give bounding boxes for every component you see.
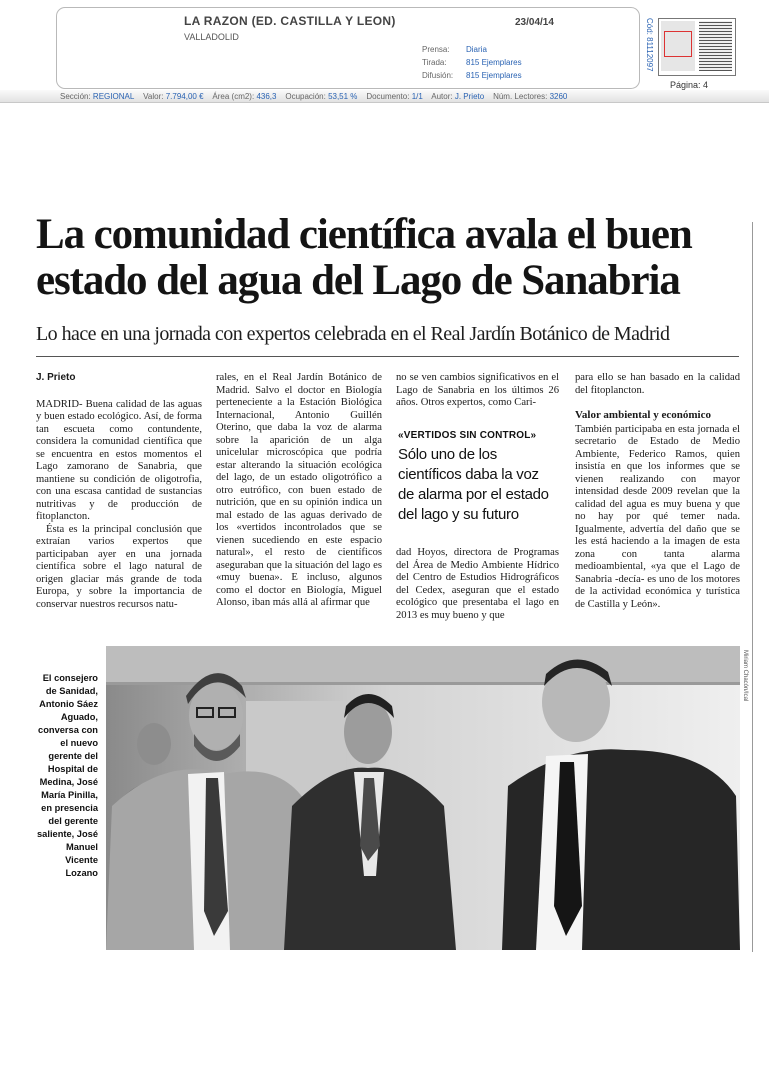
- photo-caption: El consejero de Sanidad, Antonio Sáez Aguado, conversa con el nuevo gerente del Hospital de Medina, José María Pinilla, en presencia del gerente saliente, José Manuel Vicente Lozano: [37, 673, 98, 878]
- col1-paragraph-2: Ésta es la principal conclusión que extraían varios expertos que participaban ayer en una jornada científica sobre el lago natural de origen glaciar más grande de toda Europa, y sobre la importancia de conservar nuestros recursos natu-: [36, 523, 202, 610]
- seccion-value: REGIONAL: [92, 92, 135, 101]
- publication-city: VALLADOLID: [184, 32, 239, 42]
- valor-value: 7.794,00 €: [165, 92, 204, 101]
- section-bar-text: [60, 92, 567, 101]
- pull-quote-heading: «VERTIDOS SIN CONTROL»: [398, 430, 537, 441]
- article-author: J. Prieto: [36, 372, 76, 383]
- thumbnail-right-page: [699, 21, 732, 71]
- thumbnail-left-page: [661, 21, 695, 71]
- col3-paragraph-top: no se ven cambios significativos en el Lago de Sanabria en los últimos 26 años. Otros expertos, como Cari-: [396, 372, 559, 408]
- col4-paragraph-1: para ello se han basado en la calidad del fitoplancton.: [575, 372, 740, 396]
- valor-label: Valor:: [143, 92, 164, 101]
- prensa-label: Prensa:: [422, 45, 450, 54]
- seccion-label: Sección:: [60, 92, 91, 101]
- article-photo: [106, 646, 740, 950]
- article-headline: [36, 212, 751, 304]
- clipping-code: Cód: 81112097: [645, 18, 654, 72]
- area-label: Área (cm2):: [212, 92, 255, 101]
- ocupacion-value: 53,51 %: [328, 92, 358, 101]
- ocupacion-label: Ocupación:: [285, 92, 326, 101]
- prensa-value: Diaria: [466, 45, 487, 54]
- headline-line-1: La comunidad científica avala el buen: [36, 211, 692, 258]
- article-column-2: [216, 372, 382, 610]
- lectores-value: 3260: [549, 92, 568, 101]
- thumbnail-highlight: [664, 31, 692, 57]
- clipping-header-box: [56, 7, 640, 89]
- article-column-3-bottom: [396, 547, 559, 622]
- pull-quote: [398, 430, 556, 525]
- autor-value: J. Prieto: [454, 92, 485, 101]
- difusion-value: 815 Ejemplares: [466, 71, 522, 80]
- tirada-label: Tirada:: [422, 58, 447, 67]
- article-column-4: [575, 372, 740, 611]
- right-column-rule: [752, 222, 753, 952]
- article-column-1: [36, 372, 202, 611]
- headline-line-2: estado del agua del Lago de Sanabria: [36, 257, 680, 304]
- col4-subheading: Valor ambiental y económico: [575, 409, 711, 421]
- page-number: Página: 4: [670, 80, 709, 90]
- publication-name: LA RAZON (ED. CASTILLA Y LEON): [184, 14, 396, 28]
- col1-paragraph-1: MADRID- Buena calidad de las aguas y buen estado ecológico. Así, de forma tan escueta como contundente, considera la comunidad científica que se encuentra en estos momentos el Lago zamorano de Sanabria, que mantiene su condición de oligotrofia, con una escasa cantidad de sustancias nutritivas y de producción de fitoplancton.: [36, 398, 202, 522]
- autor-label: Autor:: [431, 92, 453, 101]
- col2-paragraph-1: rales, en el Real Jardín Botánico de Madrid. Salvo el doctor en Biología perteneciente a la Estación Biológica Internacional, Antonio Guillén Oterino, que daba la voz de alarma sobre la aparición de un alga unicelular microscópica que podría estar alterando la situación ecológica del lago, de un estado oligotrófico a otro eutrófico, con buen estado de nutrición, que en su opinión indica un mal estado de las aguas derivado de los «vertidos incontrolados que se vienen sucediendo en este espacio natural», el resto de científicos aseguraban que la situación del lago es «muy buena». E incluso, algunos como el doctor en Biología, Miguel Alonso, iban más allá al afirmar que: [216, 372, 382, 608]
- article-subheadline: Lo hace en una jornada con expertos celebrada en el Real Jardín Botánico de Madrid: [36, 323, 670, 345]
- page-thumbnail[interactable]: [658, 18, 736, 76]
- col3-paragraph-bottom: dad Hoyos, directora de Programas del Área de Medio Ambiente Hídrico del Centro de Estudios Hidrográficos del Cedex, aseguran que el estado ecológico que presentaba el lago en 2013 es muy bueno y que: [396, 547, 559, 621]
- difusion-label: Difusión:: [422, 71, 454, 80]
- area-value: 436,3: [256, 92, 277, 101]
- col4-paragraph-2: También participaba en esta jornada el secretario de Estado de Medio Ambiente, Federico Ramos, quien insistía en que los informes que se vienen realizando con mayor intensidad desde 2009 revelan que la calidad del agua es muy buena y que no hay por qué temer nada. Igualmente, advertía del daño que se les está haciendo a la imagen de esta zona con tanta alarma medioambiental, «ya que el Lago de Sanabria -decía- es uno de los motores de la actividad económica y turística de Castilla y León».: [575, 423, 740, 610]
- photo-credit: Miriam Chacón/Ical: [742, 650, 748, 702]
- pull-quote-text: Sólo uno de los científicos daba la voz de alarma por el estado del lago y su futuro: [398, 446, 549, 523]
- publication-date: 23/04/14: [515, 17, 554, 28]
- headline-divider: [36, 356, 739, 357]
- article-column-3-top: [396, 372, 559, 410]
- documento-label: Documento:: [366, 92, 410, 101]
- lectores-label: Núm. Lectores:: [493, 92, 548, 101]
- documento-value: 1/1: [411, 92, 423, 101]
- tirada-value: 815 Ejemplares: [466, 58, 522, 67]
